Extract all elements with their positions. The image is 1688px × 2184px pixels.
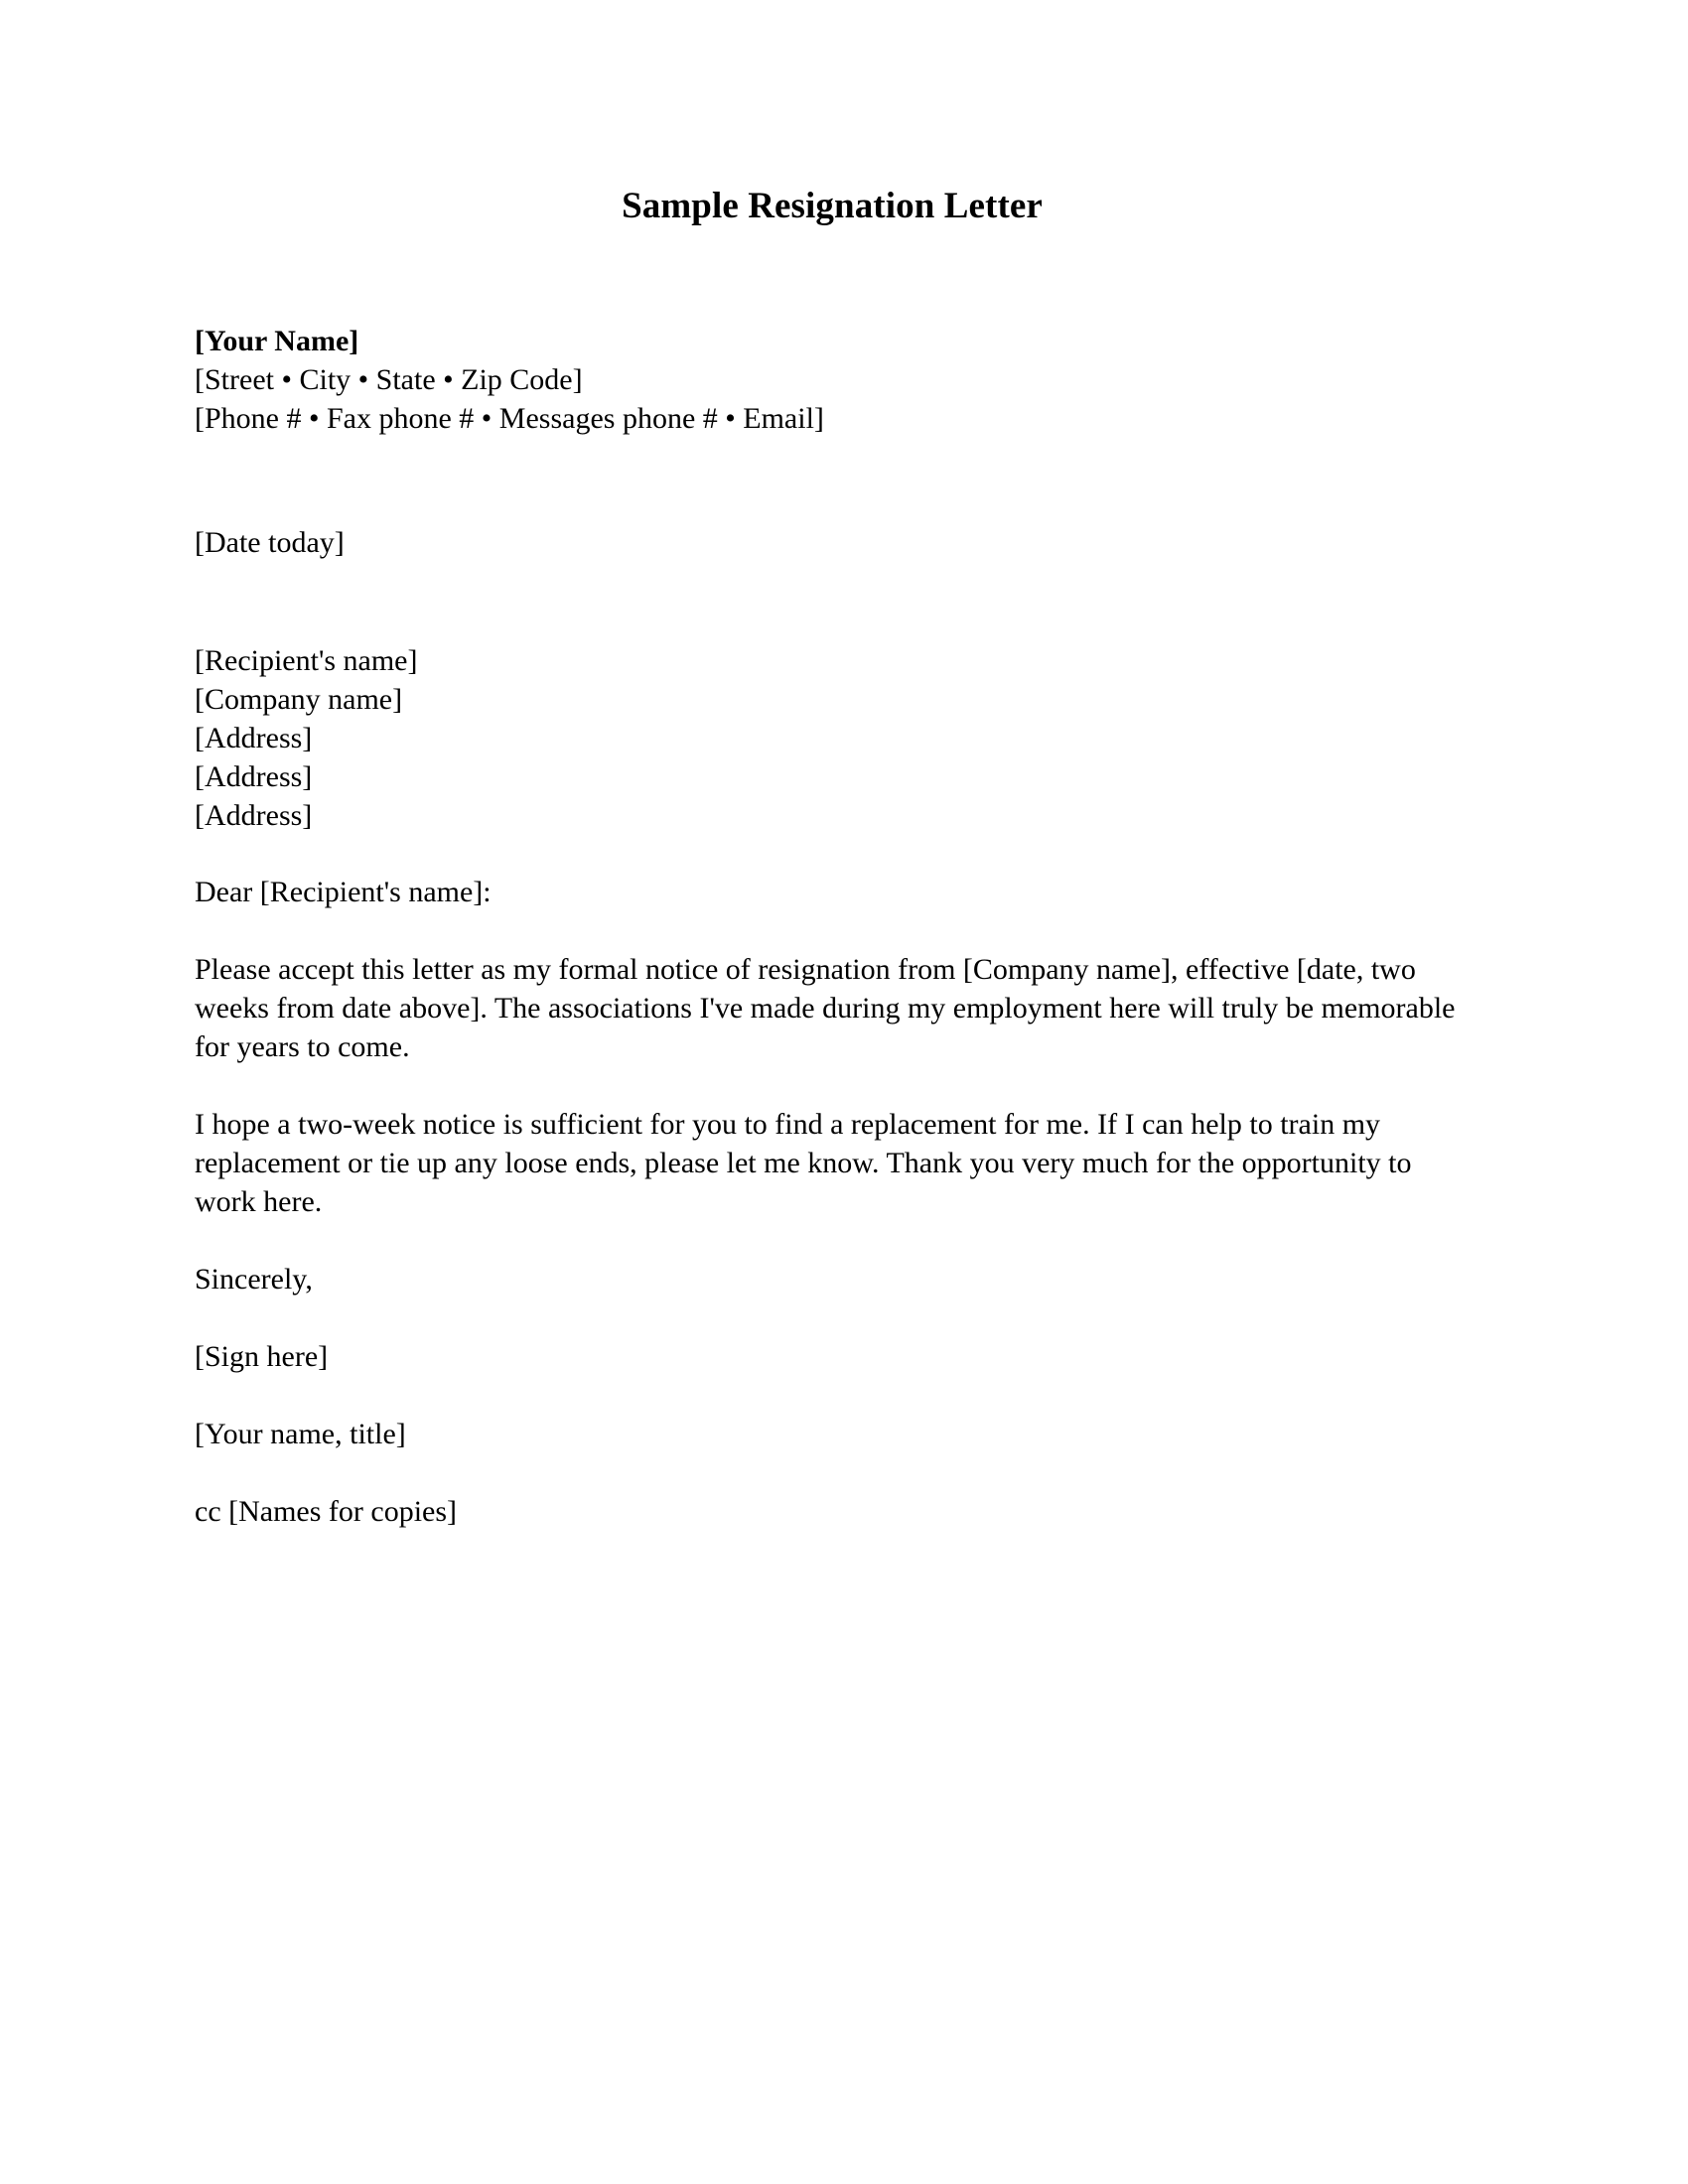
spacer-before-paragraph-2 xyxy=(195,1066,1470,1105)
sender-address-block xyxy=(195,322,1470,438)
closing-valediction: Sincerely, xyxy=(195,1263,313,1296)
spacer-before-name-title xyxy=(195,1376,1470,1415)
letter-body xyxy=(195,0,1470,1531)
spacer-before-date xyxy=(195,438,1470,523)
sender-contact-line: [Phone # • Fax phone # • Messages phone # • Email] xyxy=(195,402,824,435)
recipient-address-block xyxy=(195,641,1470,835)
date-block xyxy=(195,523,1470,562)
body-paragraph-1: Please accept this letter as my formal notice of resignation from [Company name], effective [date, two weeks from date above]. The associations I've made during my employment here will truly be memorable for years to come. xyxy=(195,953,1456,1063)
sender-street-line: [Street • City • State • Zip Code] xyxy=(195,363,583,396)
spacer-after-title xyxy=(195,228,1470,322)
recipient-address-line-2: [Address] xyxy=(195,760,313,793)
spacer-before-recipient xyxy=(195,562,1470,641)
recipient-company-line: [Company name] xyxy=(195,683,403,716)
page-title: Sample Resignation Letter xyxy=(622,186,1043,226)
cc-line: cc [Names for copies] xyxy=(195,1495,458,1528)
recipient-address-line-1: [Address] xyxy=(195,722,313,754)
salutation: Dear [Recipient's name]: xyxy=(195,876,492,908)
body-paragraph-2: I hope a two-week notice is sufficient for you to find a replacement for me. If I can help to train my replacement or tie up any loose ends, please let me know. Thank you very much for the opportunity to work here. xyxy=(195,1108,1412,1218)
recipient-name-line: [Recipient's name] xyxy=(195,644,418,677)
spacer-before-closing xyxy=(195,1221,1470,1260)
signature-placeholder: [Sign here] xyxy=(195,1340,329,1373)
spacer-before-paragraph-1 xyxy=(195,911,1470,950)
spacer-before-cc xyxy=(195,1453,1470,1492)
spacer-before-salutation xyxy=(195,835,1470,873)
date-line: [Date today] xyxy=(195,526,345,559)
signer-name-title: [Your name, title] xyxy=(195,1418,406,1450)
sender-name: [Your Name] xyxy=(195,325,359,357)
recipient-address-line-3: [Address] xyxy=(195,799,313,832)
spacer-before-signature xyxy=(195,1298,1470,1337)
